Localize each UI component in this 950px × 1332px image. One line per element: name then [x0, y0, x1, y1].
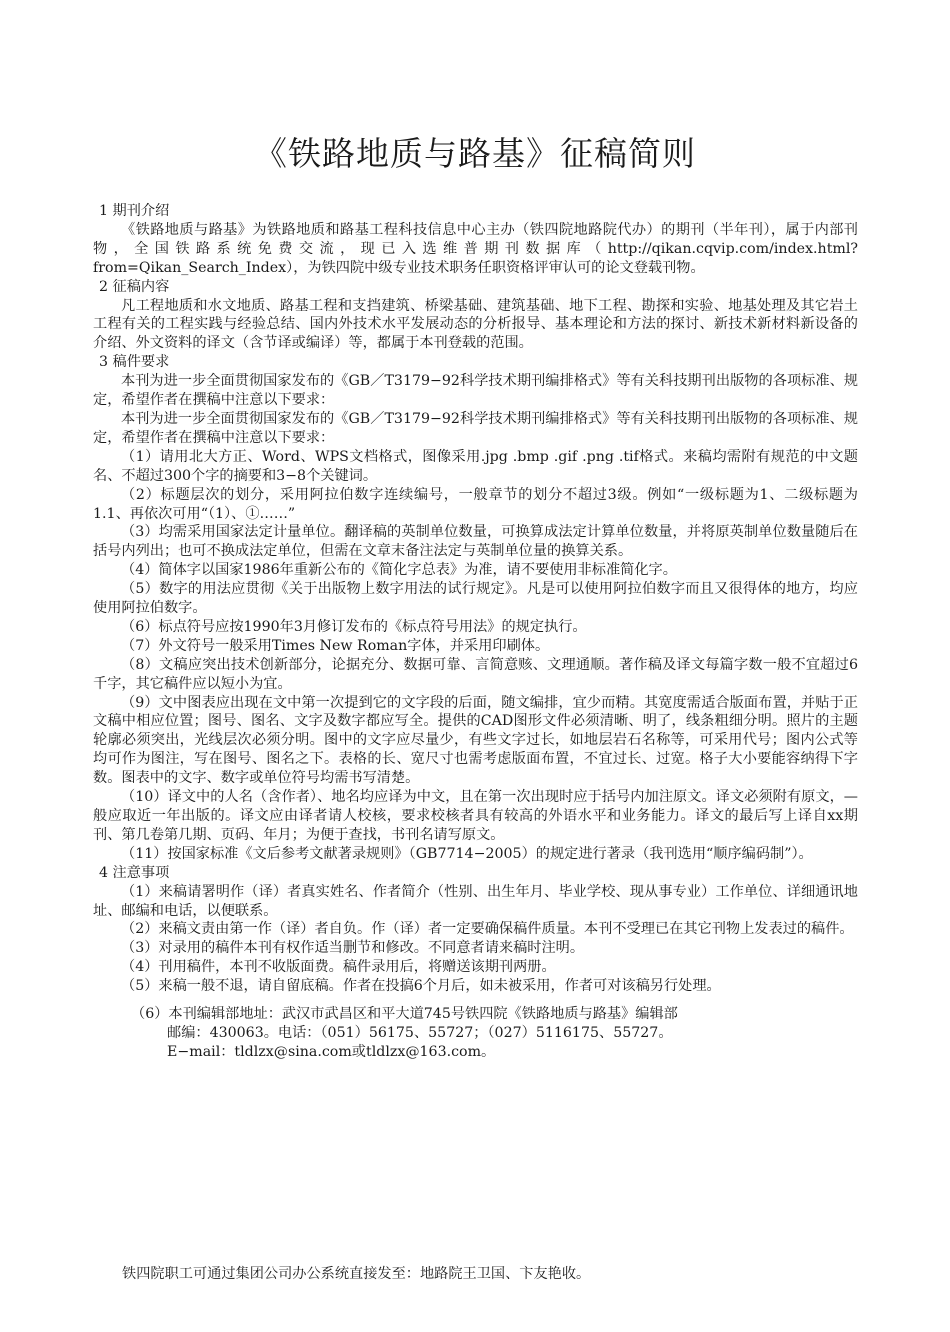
postal-phone-line: 邮编：430063。电话：（051）56175、55727；（027）5116175、55727。	[167, 1024, 673, 1041]
section-1-paragraph: 《铁路地质与路基》为铁路地质和路基工程科技信息中心主办（铁四院地路院代办）的期刊（半年刊），属于内部刊物，全国铁路系统免费交流，现已入选维普期刊数据库（http://qikan.cqvip.com/index.html?from=Qikan_Search_Index），为铁四院中级专业技术职务任职资格评审认可的论文登载刊物。	[93, 221, 858, 276]
section-3-intro-repeat: 本刊为进一步全面贯彻国家发布的《GB／T3179−92科学技术期刊编排格式》等有关科技期刊出版物的各项标准、规定，希望作者在撰稿中注意以下要求：	[93, 410, 858, 446]
requirement-item-9: （9）文中图表应出现在文中第一次提到它的文字段的后面，随文编排，宜少而精。其宽度需适合版面布置，并贴于正文稿中相应位置；图号、图名、文字及数字都应写全。提供的CAD图形文件必须清晰、明了，线条粗细分明。照片的主题轮廓必须突出，光线层次必须分明。图中的文字应尽量少，有些文字过长，如地层岩石名称等，可采用代号；图内公式等均可作为图注，写在图号、图名之下。表格的长、宽尺寸也需考虑版面布置，不宜过长、过宽。格子大小要能容纳得下字数。图表中的文字、数字或单位符号均需书写清楚。	[93, 694, 858, 787]
document-body	[93, 202, 858, 1062]
page-title: 《铁路地质与路基》征稿简则	[254, 134, 696, 173]
requirement-item-6: （6）标点符号应按1990年3月修订发布的《标点符号用法》的规定执行。	[121, 618, 587, 635]
footer-note: 铁四院职工可通过集团公司办公系统直接发至：地路院王卫国、卞友艳收。	[122, 1266, 591, 1282]
requirement-item-4: （4）简体字以国家1986年重新公布的《简化字总表》为准，请不要使用非标准简化字。	[121, 562, 677, 579]
requirement-item-10: （10）译文中的人名（含作者）、地名均应译为中文，且在第一次出现时应于括号内加注原文。译文必须附有原文，—般应取近一年出版的。译文应由译者请人校核，要求校核者具有较高的外语水平和业务能力。译文的最后写上译自xx期刊、第几卷第几期、页码、年月；为便于查找，书刊名请写原文。	[93, 789, 858, 843]
section-2-heading: 2 征稿内容	[99, 278, 170, 295]
requirement-item-3: （3）均需采用国家法定计量单位。翻译稿的英制单位数量，可换算成法定计算单位数量，并将原英制单位数量随后在括号内列出；也可不换成法定单位，但需在文章末备注法定与英制单位量的换算关系。	[93, 524, 858, 560]
notice-item-2: （2）来稿文责由第一作（译）者自负。作（译）者一定要确保稿件质量。本刊不受理已在其它刊物上发表过的稿件。	[121, 921, 854, 938]
requirement-item-2: （2）标题层次的划分，采用阿拉伯数字连续编号，一般章节的划分不超过3级。例如“一级标题为1、二级标题为1.1、再依次可用“（1）、①……”	[93, 486, 858, 522]
section-3-intro: 本刊为进一步全面贯彻国家发布的《GB／T3179−92科学技术期刊编排格式》等有关科技期刊出版物的各项标准、规定，希望作者在撰稿中注意以下要求：	[93, 373, 858, 409]
section-3-heading: 3 稿件要求	[99, 354, 170, 371]
requirement-item-1: （1）请用北大方正、Word、WPS文档格式，图像采用.jpg .bmp .gif .png .tif格式。来稿均需附有规范的中文题名、不超过300个字的摘要和3−8个关键词。	[93, 448, 858, 484]
email-line: E−mail：tldlzx@sina.com或tldlzx@163.com。	[167, 1043, 496, 1060]
notice-item-6-address: （6）本刊编辑部地址：武汉市武昌区和平大道745号铁四院《铁路地质与路基》编辑部	[131, 1006, 678, 1023]
requirement-item-7: （7）外文符号一般采用Times New Roman字体，并采用印刷体。	[121, 637, 550, 654]
section-2-paragraph: 凡工程地质和水文地质、路基工程和支挡建筑、桥梁基础、建筑基础、地下工程、勘探和实验、地基处理及其它岩土工程有关的工程实践与经验总结、国内外技术水平发展动态的分析报导、基本理论和方法的探讨、新技术新材料新设备的介绍、外文资料的译文（含节译或编译）等，都属于本刊登载的范围。	[93, 297, 858, 352]
section-1-heading: 1 期刊介绍	[99, 203, 170, 219]
section-4-heading: 4 注意事项	[99, 864, 170, 881]
requirement-item-8: （8）文稿应突出技术创新部分，论据充分、数据可靠、言简意赅、文理通顺。著作稿及译文每篇字数一般不宜超过6千字，其它稿件应以短小为宜。	[93, 656, 858, 692]
notice-item-5: （5）来稿一般不退，请自留底稿。作者在投搞6个月后，如未被采用，作者可对该稿另行处理。	[121, 978, 721, 995]
notice-item-3: （3）对录用的稿件本刊有权作适当删节和修改。不同意者请来稿时注明。	[121, 940, 585, 957]
requirement-item-5: （5）数字的用法应贯彻《关于出版物上数字用法的试行规定》。凡是可以使用阿拉伯数字而且又很得体的地方，均应使用阿拉伯数字。	[93, 581, 858, 617]
notice-item-1: （1）来稿请署明作（译）者真实姓名、作者简介（性别、出生年月、毕业学校、现从事专业）工作单位、详细通讯地址、邮编和电话，以便联系。	[93, 883, 858, 919]
notice-item-4: （4）刊用稿件，本刊不收版面费。稿件录用后，将赠送该期刊两册。	[121, 959, 556, 976]
requirement-item-11: （11）按国家标准《文后参考文献著录规则》（GB7714−2005）的规定进行著录（我刊选用“顺序编码制”）。	[121, 845, 813, 862]
